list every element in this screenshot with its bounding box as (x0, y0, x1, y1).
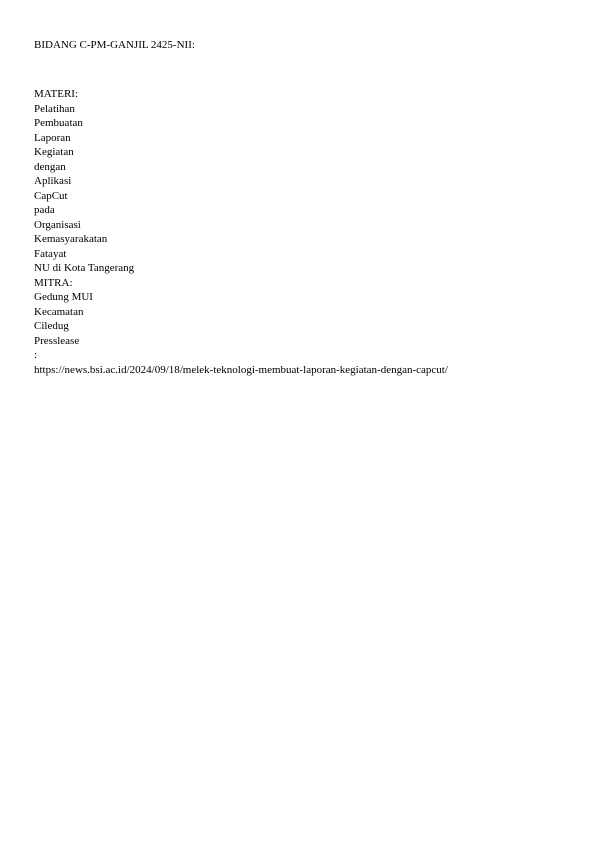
colon-line: : (34, 349, 38, 361)
text-line: Aplikasi (34, 175, 72, 187)
text-line: Ciledug (34, 320, 69, 332)
document-heading: BIDANG C-PM-GANJIL 2425-NII: (34, 39, 195, 51)
text-line: Gedung MUI (34, 291, 93, 303)
text-line: pada (34, 204, 55, 216)
text-line: Laporan (34, 131, 71, 144)
text-line: Kemasyarakatan (34, 233, 108, 245)
text-line: Organisasi (34, 218, 81, 231)
presslease-label: Presslease (34, 334, 80, 347)
text-line: NU di Kota Tangerang (34, 262, 135, 274)
text-line: CapCut (34, 189, 68, 202)
text-line: Pembuatan (34, 117, 83, 129)
document-body (34, 87, 448, 377)
text-line: Pelatihan (34, 102, 75, 115)
text-line: Kegiatan (34, 146, 74, 158)
mitra-label: MITRA: (34, 276, 73, 289)
text-line: dengan (34, 160, 66, 173)
text-line: Fatayat (34, 247, 67, 260)
materi-label: MATERI: (34, 88, 78, 100)
presslease-link[interactable]: https://news.bsi.ac.id/2024/09/18/melek-teknologi-membuat-laporan-kegiatan-dengan-capcut/ (34, 363, 448, 376)
text-line: Kecamatan (34, 305, 84, 318)
